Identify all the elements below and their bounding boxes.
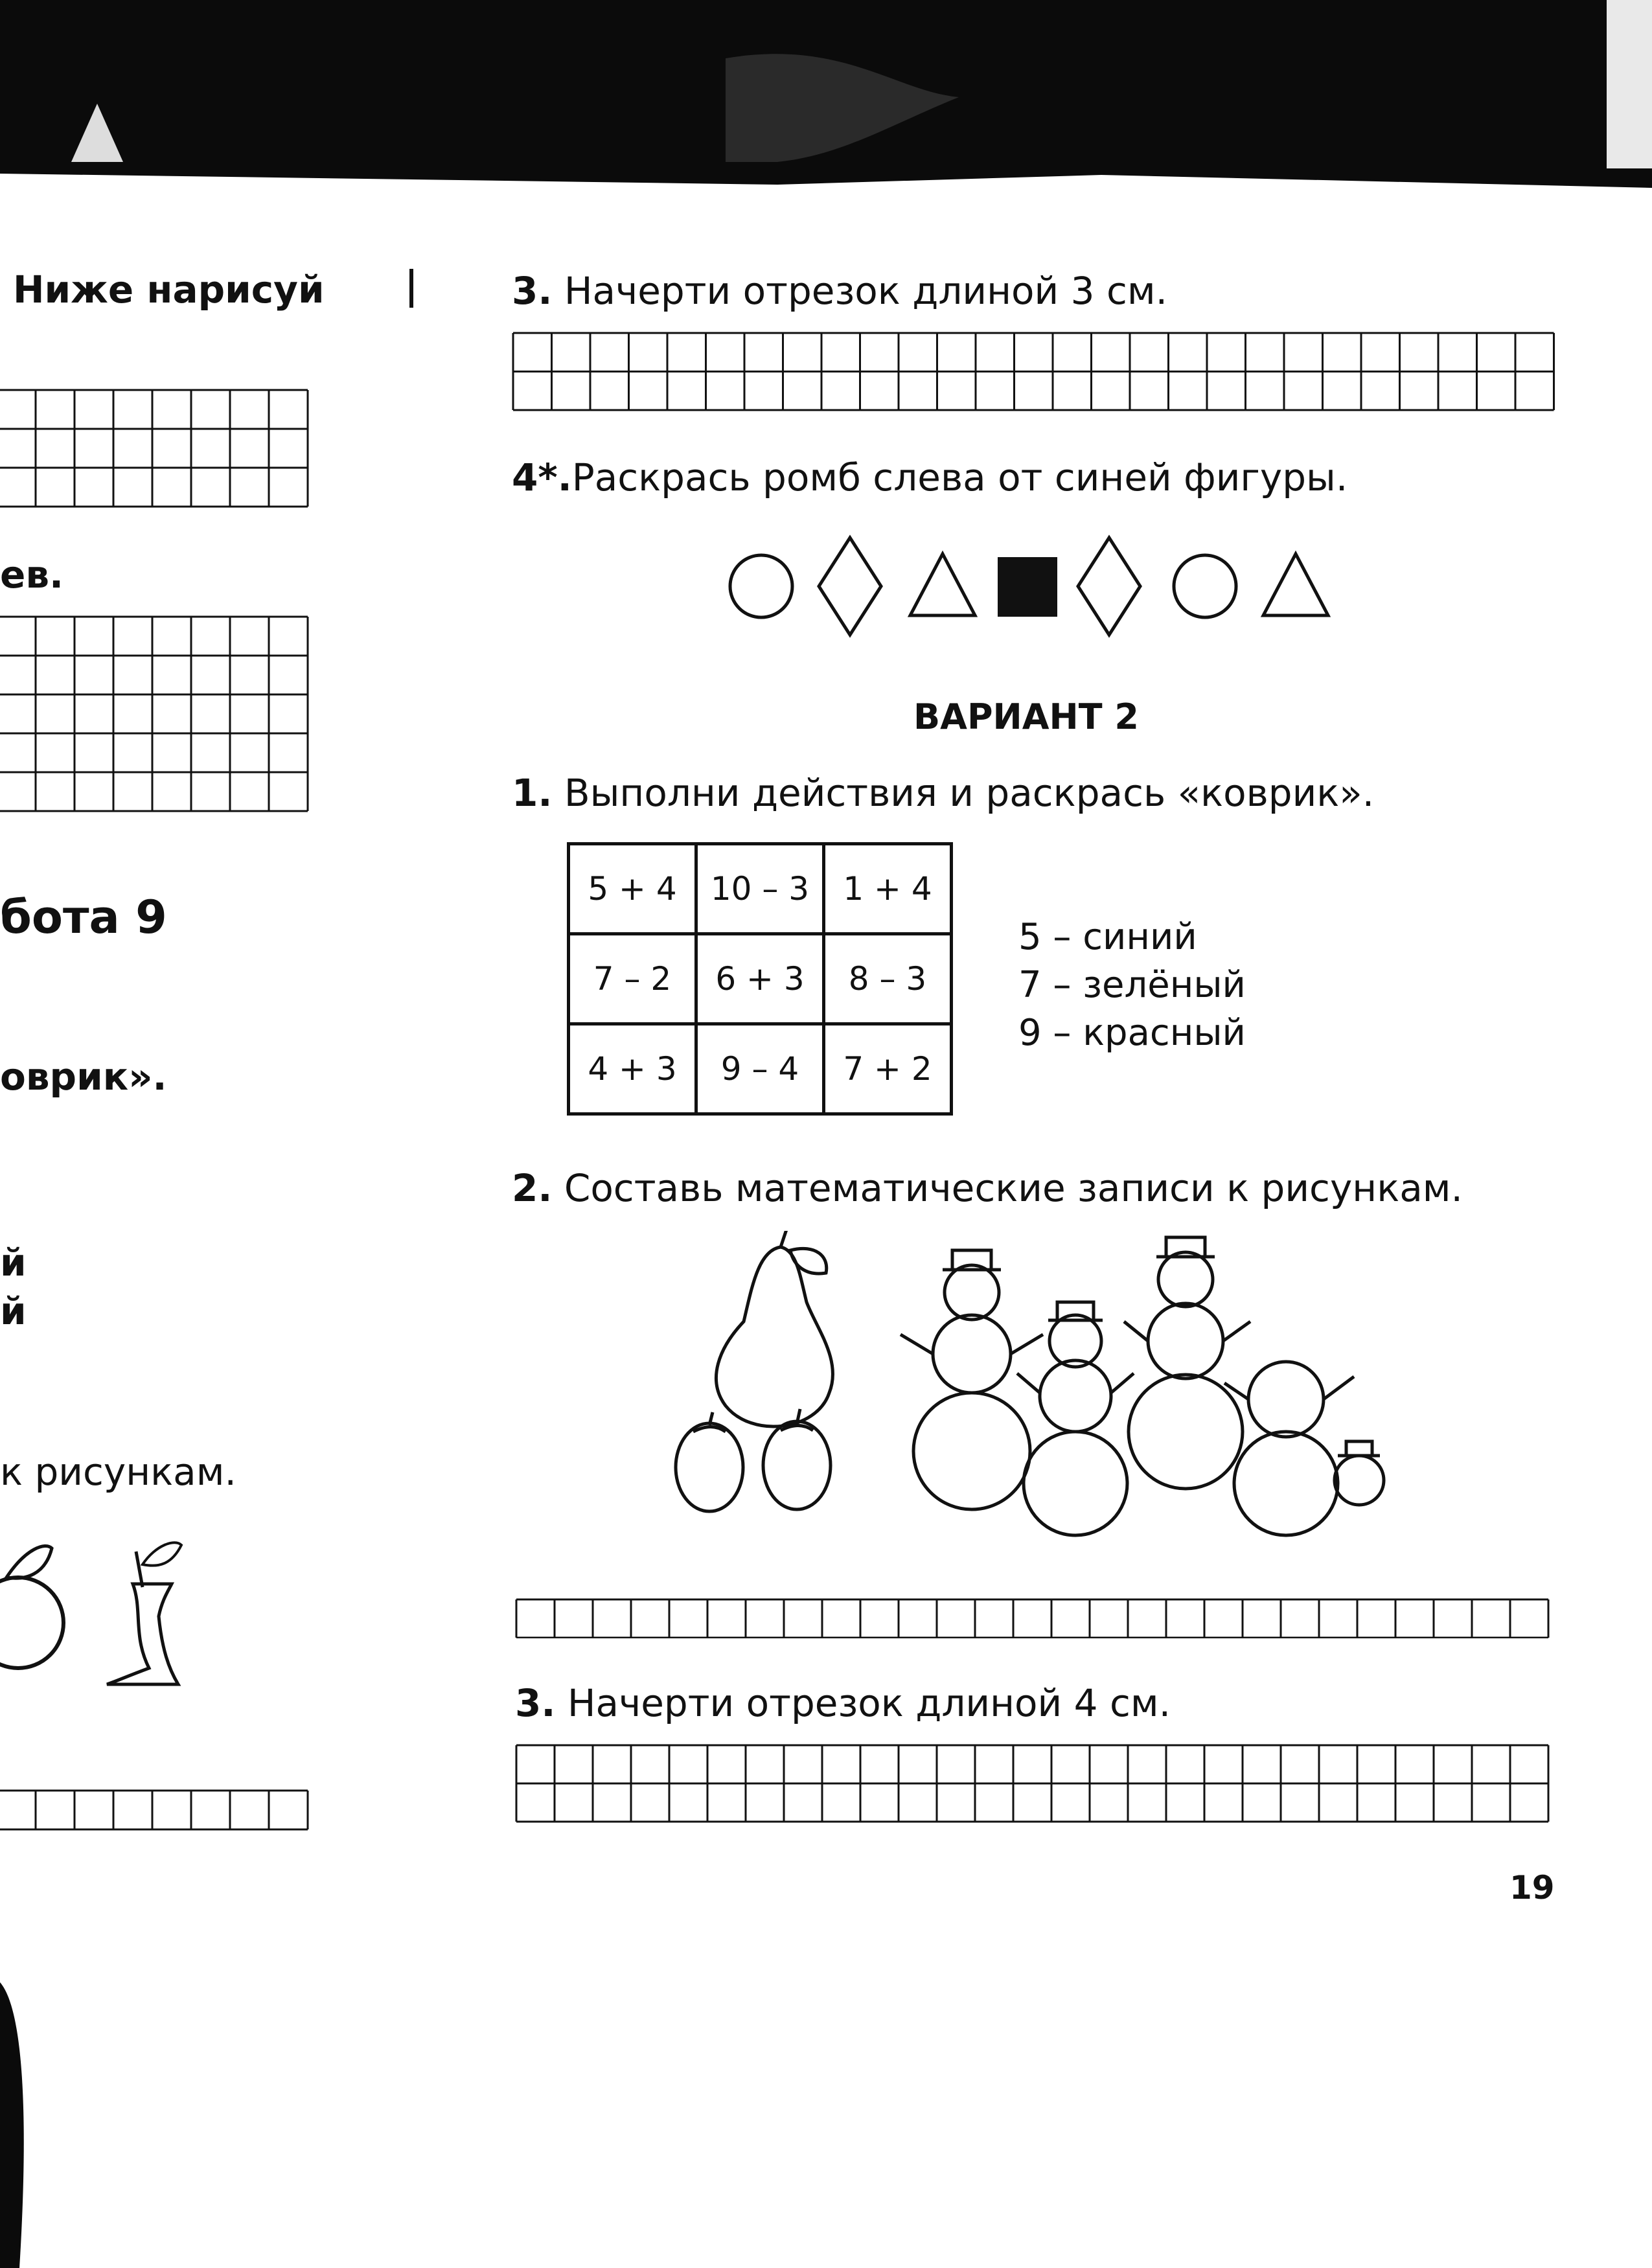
left-page-text-6: й xyxy=(0,1289,27,1333)
task-v1-3 xyxy=(512,269,1168,313)
rug-cell[interactable]: 8 – 3 xyxy=(824,934,952,1024)
snowman-icon xyxy=(1017,1302,1134,1535)
legend-item: 9 – красный xyxy=(1018,1012,1246,1054)
rug-cell[interactable]: 4 + 3 xyxy=(569,1024,696,1114)
task-text: Начерти отрезок длиной 3 см. xyxy=(564,269,1168,313)
page-number: 19 xyxy=(1509,1869,1555,1907)
rug-cell[interactable]: 9 – 4 xyxy=(696,1024,824,1114)
scan-edge-bottom xyxy=(0,1982,39,2268)
table-row xyxy=(569,1024,952,1114)
left-page-title: бота 9 xyxy=(0,891,167,944)
left-grid-3 xyxy=(0,1789,324,1835)
filled-square-icon xyxy=(998,557,1057,617)
task-number: 2. xyxy=(512,1166,553,1210)
task-text: Составь математические записи к рисункам. xyxy=(564,1166,1463,1210)
variant-2-title: ВАРИАНТ 2 xyxy=(913,696,1139,737)
color-legend xyxy=(1018,913,1246,1057)
shapes-row xyxy=(726,534,1348,645)
rug-grid xyxy=(567,842,953,1116)
circle-icon xyxy=(730,555,792,617)
apple-core-icon xyxy=(97,1539,188,1701)
rug-cell[interactable]: 5 + 4 xyxy=(569,844,696,934)
task-v2-2 xyxy=(512,1166,1463,1210)
task-text: Раскрась ромб слева от синей фигуры. xyxy=(571,455,1348,499)
table-row xyxy=(569,844,952,934)
task-v2-1 xyxy=(512,771,1375,815)
rhombus-icon xyxy=(1078,538,1140,635)
snowman-icon xyxy=(1224,1362,1354,1535)
task-text: Выполни действия и раскрась «коврик». xyxy=(564,771,1375,815)
grid-cells-v2-3 xyxy=(515,1744,1555,1825)
left-grid-1 xyxy=(0,389,324,512)
task-number: 3. xyxy=(512,269,553,313)
grid-cells-v1-3 xyxy=(512,332,1555,413)
left-grid-2 xyxy=(0,615,324,813)
rug-cell[interactable]: 1 + 4 xyxy=(824,844,952,934)
snowman-head-icon xyxy=(1335,1441,1384,1505)
plum-icon xyxy=(676,1412,743,1511)
pictures-group xyxy=(667,1231,1445,1542)
legend-item: 5 – синий xyxy=(1018,916,1197,958)
plum-icon xyxy=(763,1409,831,1509)
rug-cell[interactable]: 10 – 3 xyxy=(696,844,824,934)
spine-mark xyxy=(409,269,413,308)
task-number: 4*. xyxy=(512,455,572,499)
circle-icon xyxy=(1174,555,1236,617)
rug-cell[interactable]: 7 + 2 xyxy=(824,1024,952,1114)
rug-cell[interactable]: 6 + 3 xyxy=(696,934,824,1024)
snowman-icon xyxy=(1124,1237,1250,1489)
left-page-text-4: оврик». xyxy=(0,1055,167,1099)
task-v1-4 xyxy=(512,455,1348,499)
rhombus-icon xyxy=(819,538,881,635)
task-text: Начерти отрезок длиной 4 см. xyxy=(567,1681,1171,1725)
left-page-text-5: й xyxy=(0,1241,27,1285)
legend-item: 7 – зелёный xyxy=(1018,964,1246,1006)
left-page-text-7: к рисункам. xyxy=(0,1450,236,1494)
task-v2-3 xyxy=(515,1681,1171,1725)
scan-shadow-band xyxy=(0,0,1652,207)
left-page-text-1: Ниже нарисуй xyxy=(13,268,325,312)
task-number: 1. xyxy=(512,771,553,815)
table-row xyxy=(569,934,952,1024)
left-page-text-2: ев. xyxy=(0,553,64,597)
task-number: 3. xyxy=(515,1681,556,1725)
triangle-icon xyxy=(1263,554,1328,615)
answer-cells-v2-2 xyxy=(515,1598,1555,1638)
rug-cell[interactable]: 7 – 2 xyxy=(569,934,696,1024)
apple-icon xyxy=(0,1542,71,1697)
triangle-icon xyxy=(910,554,975,615)
snowman-icon xyxy=(901,1250,1043,1509)
pear-icon xyxy=(716,1231,832,1426)
